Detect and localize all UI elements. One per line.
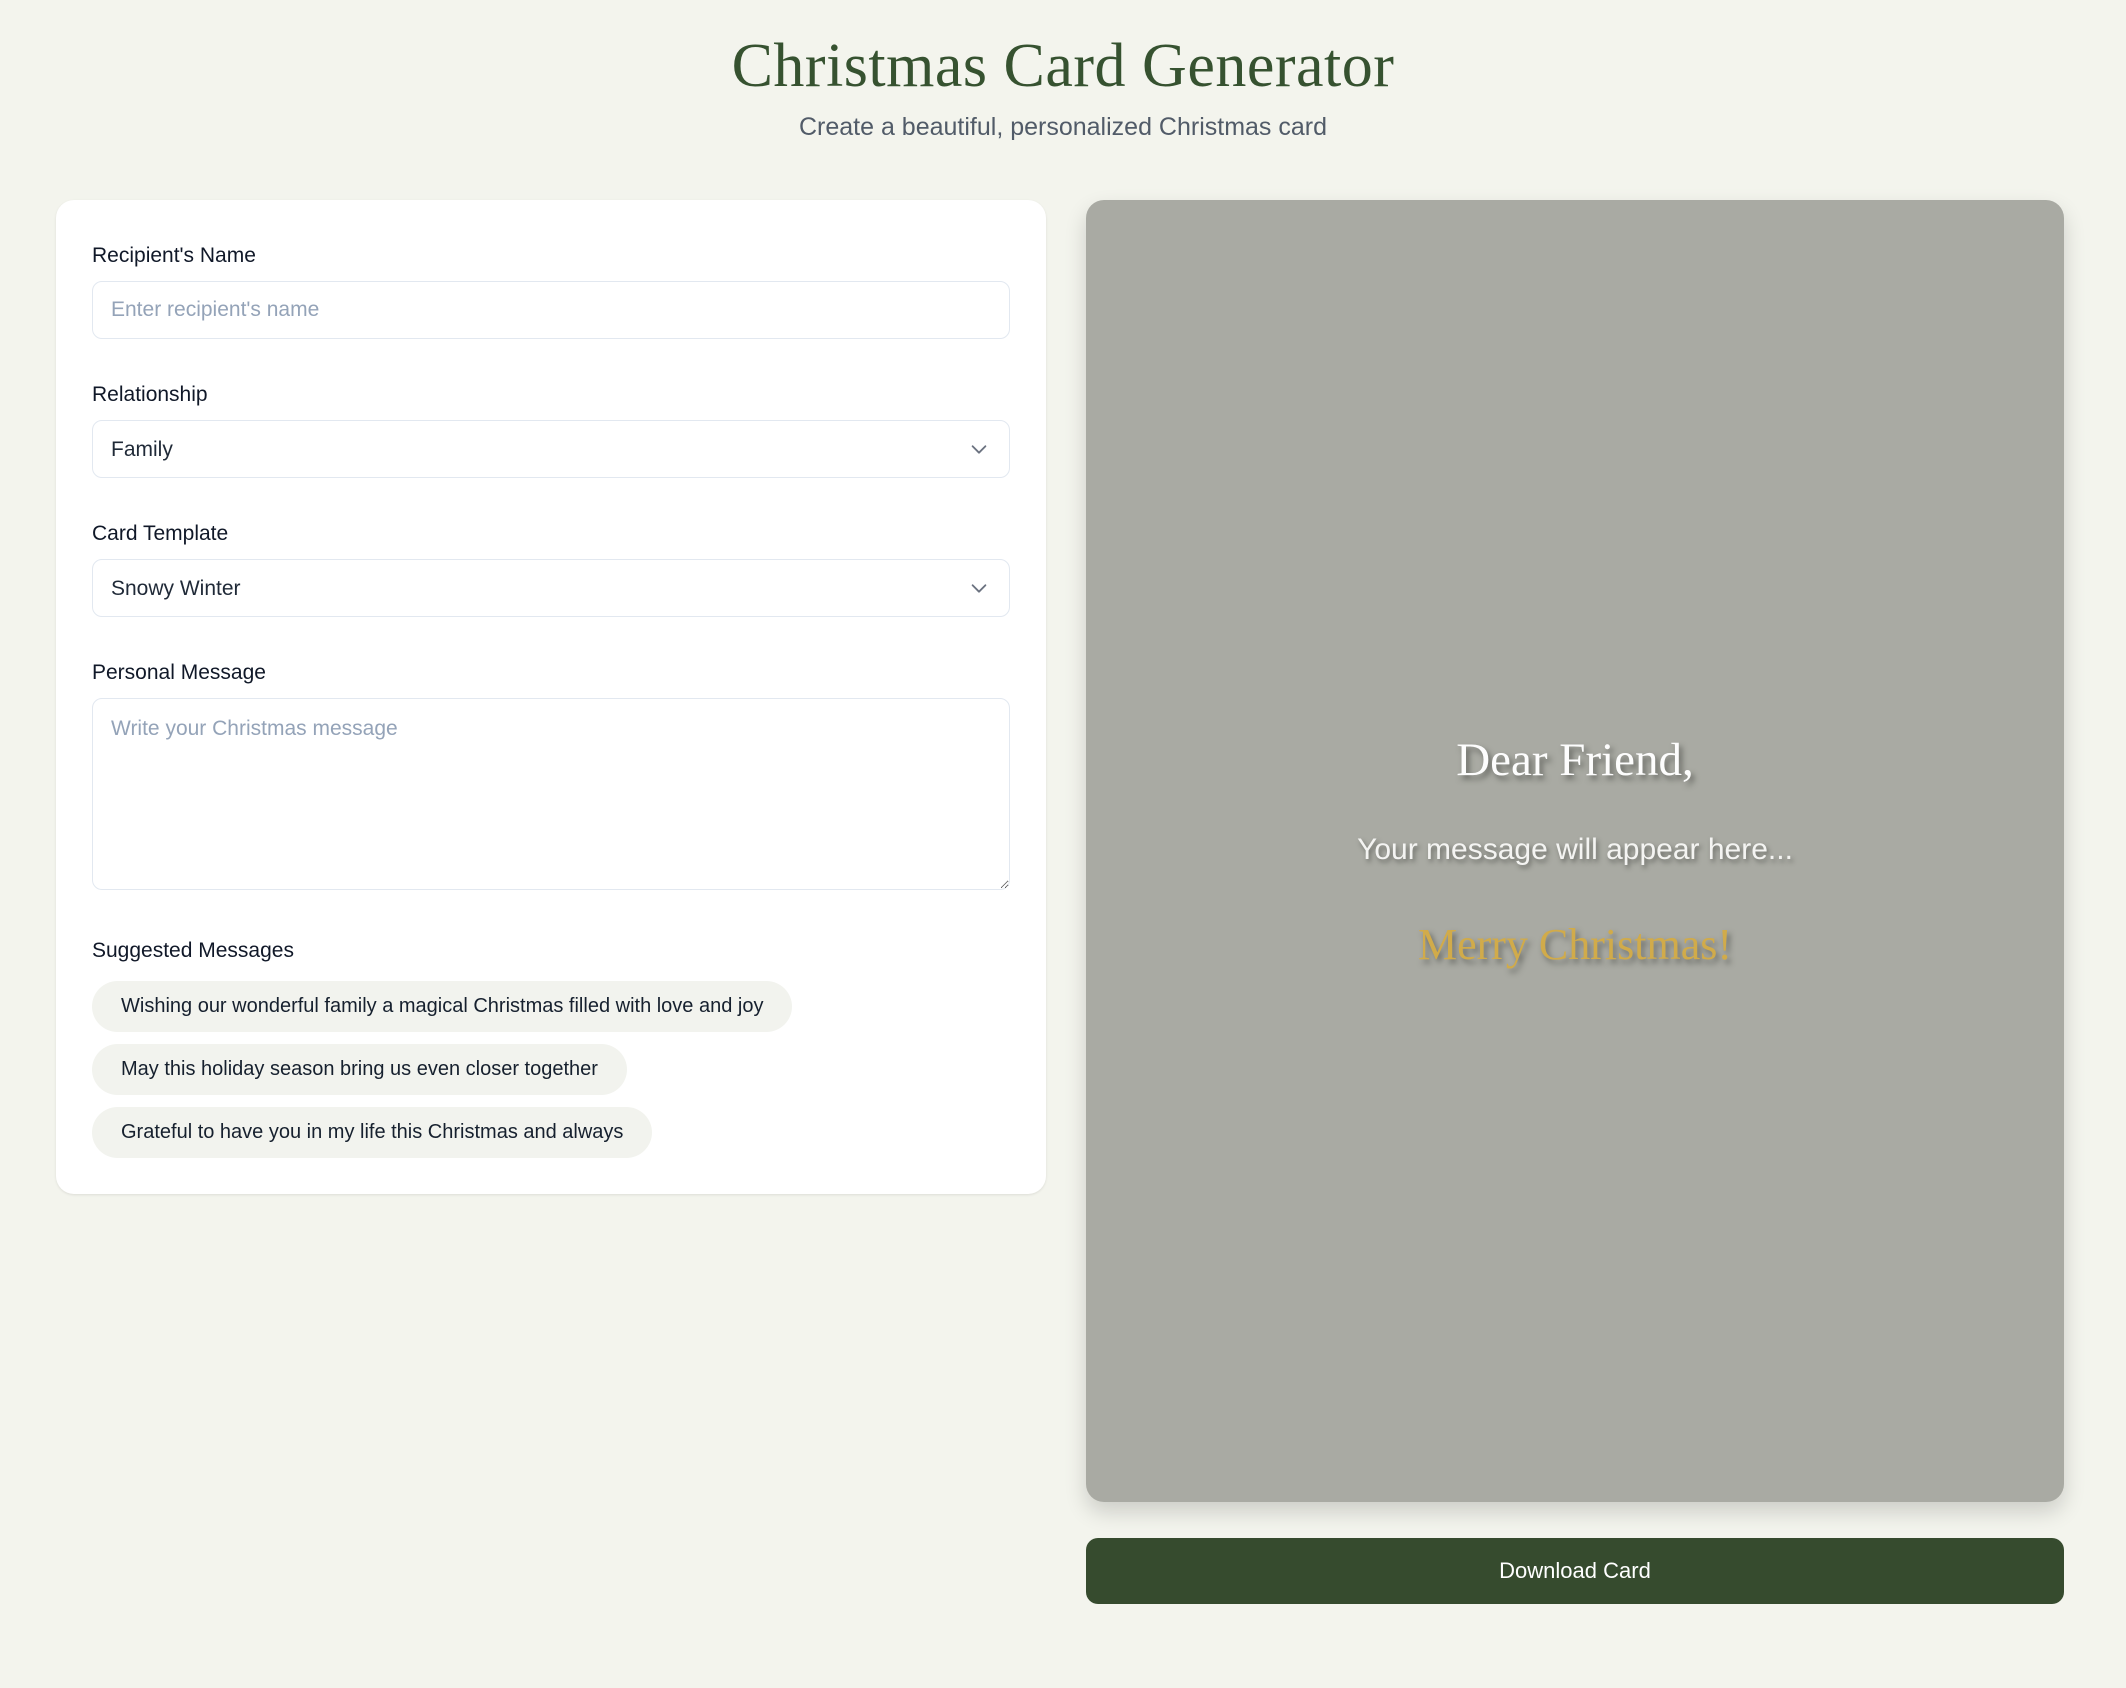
relationship-select[interactable] [92,420,1010,478]
recipient-name-label: Recipient's Name [92,244,256,268]
card-preview [1086,200,2064,1502]
card-template-select[interactable] [92,559,1010,617]
suggested-messages-section [92,939,1010,1158]
content-area [0,200,2126,1604]
recipient-name-field-group [92,244,1010,339]
suggested-message-pill[interactable]: May this holiday season bring us even closer together [92,1044,627,1095]
personal-message-textarea[interactable] [92,698,1010,890]
page-header [0,34,2126,142]
relationship-field-group [92,383,1010,478]
page-subtitle: Create a beautiful, personalized Christmas card [798,113,1328,142]
relationship-select-wrap [92,420,1010,478]
download-card-button[interactable]: Download Card [1086,1538,2064,1604]
page-title: Christmas Card Generator [731,32,1395,100]
preview-column [1086,200,2064,1604]
card-template-label: Card Template [92,522,229,546]
card-template-field-group [92,522,1010,617]
suggested-message-pill[interactable]: Wishing our wonderful family a magical Christmas filled with love and joy [92,981,792,1032]
preview-greeting: Dear Friend, [1456,733,1694,786]
card-form-panel [56,200,1046,1194]
suggested-message-pill[interactable]: Grateful to have you in my life this Christmas and always [92,1107,652,1158]
relationship-label: Relationship [92,383,208,407]
personal-message-field-group [92,661,1010,895]
card-template-select-wrap [92,559,1010,617]
personal-message-label: Personal Message [92,661,266,685]
preview-message-placeholder: Your message will appear here... [1357,832,1793,866]
preview-closing: Merry Christmas! [1417,919,1733,969]
suggested-messages-label: Suggested Messages [92,939,294,963]
recipient-name-input[interactable] [92,281,1010,339]
